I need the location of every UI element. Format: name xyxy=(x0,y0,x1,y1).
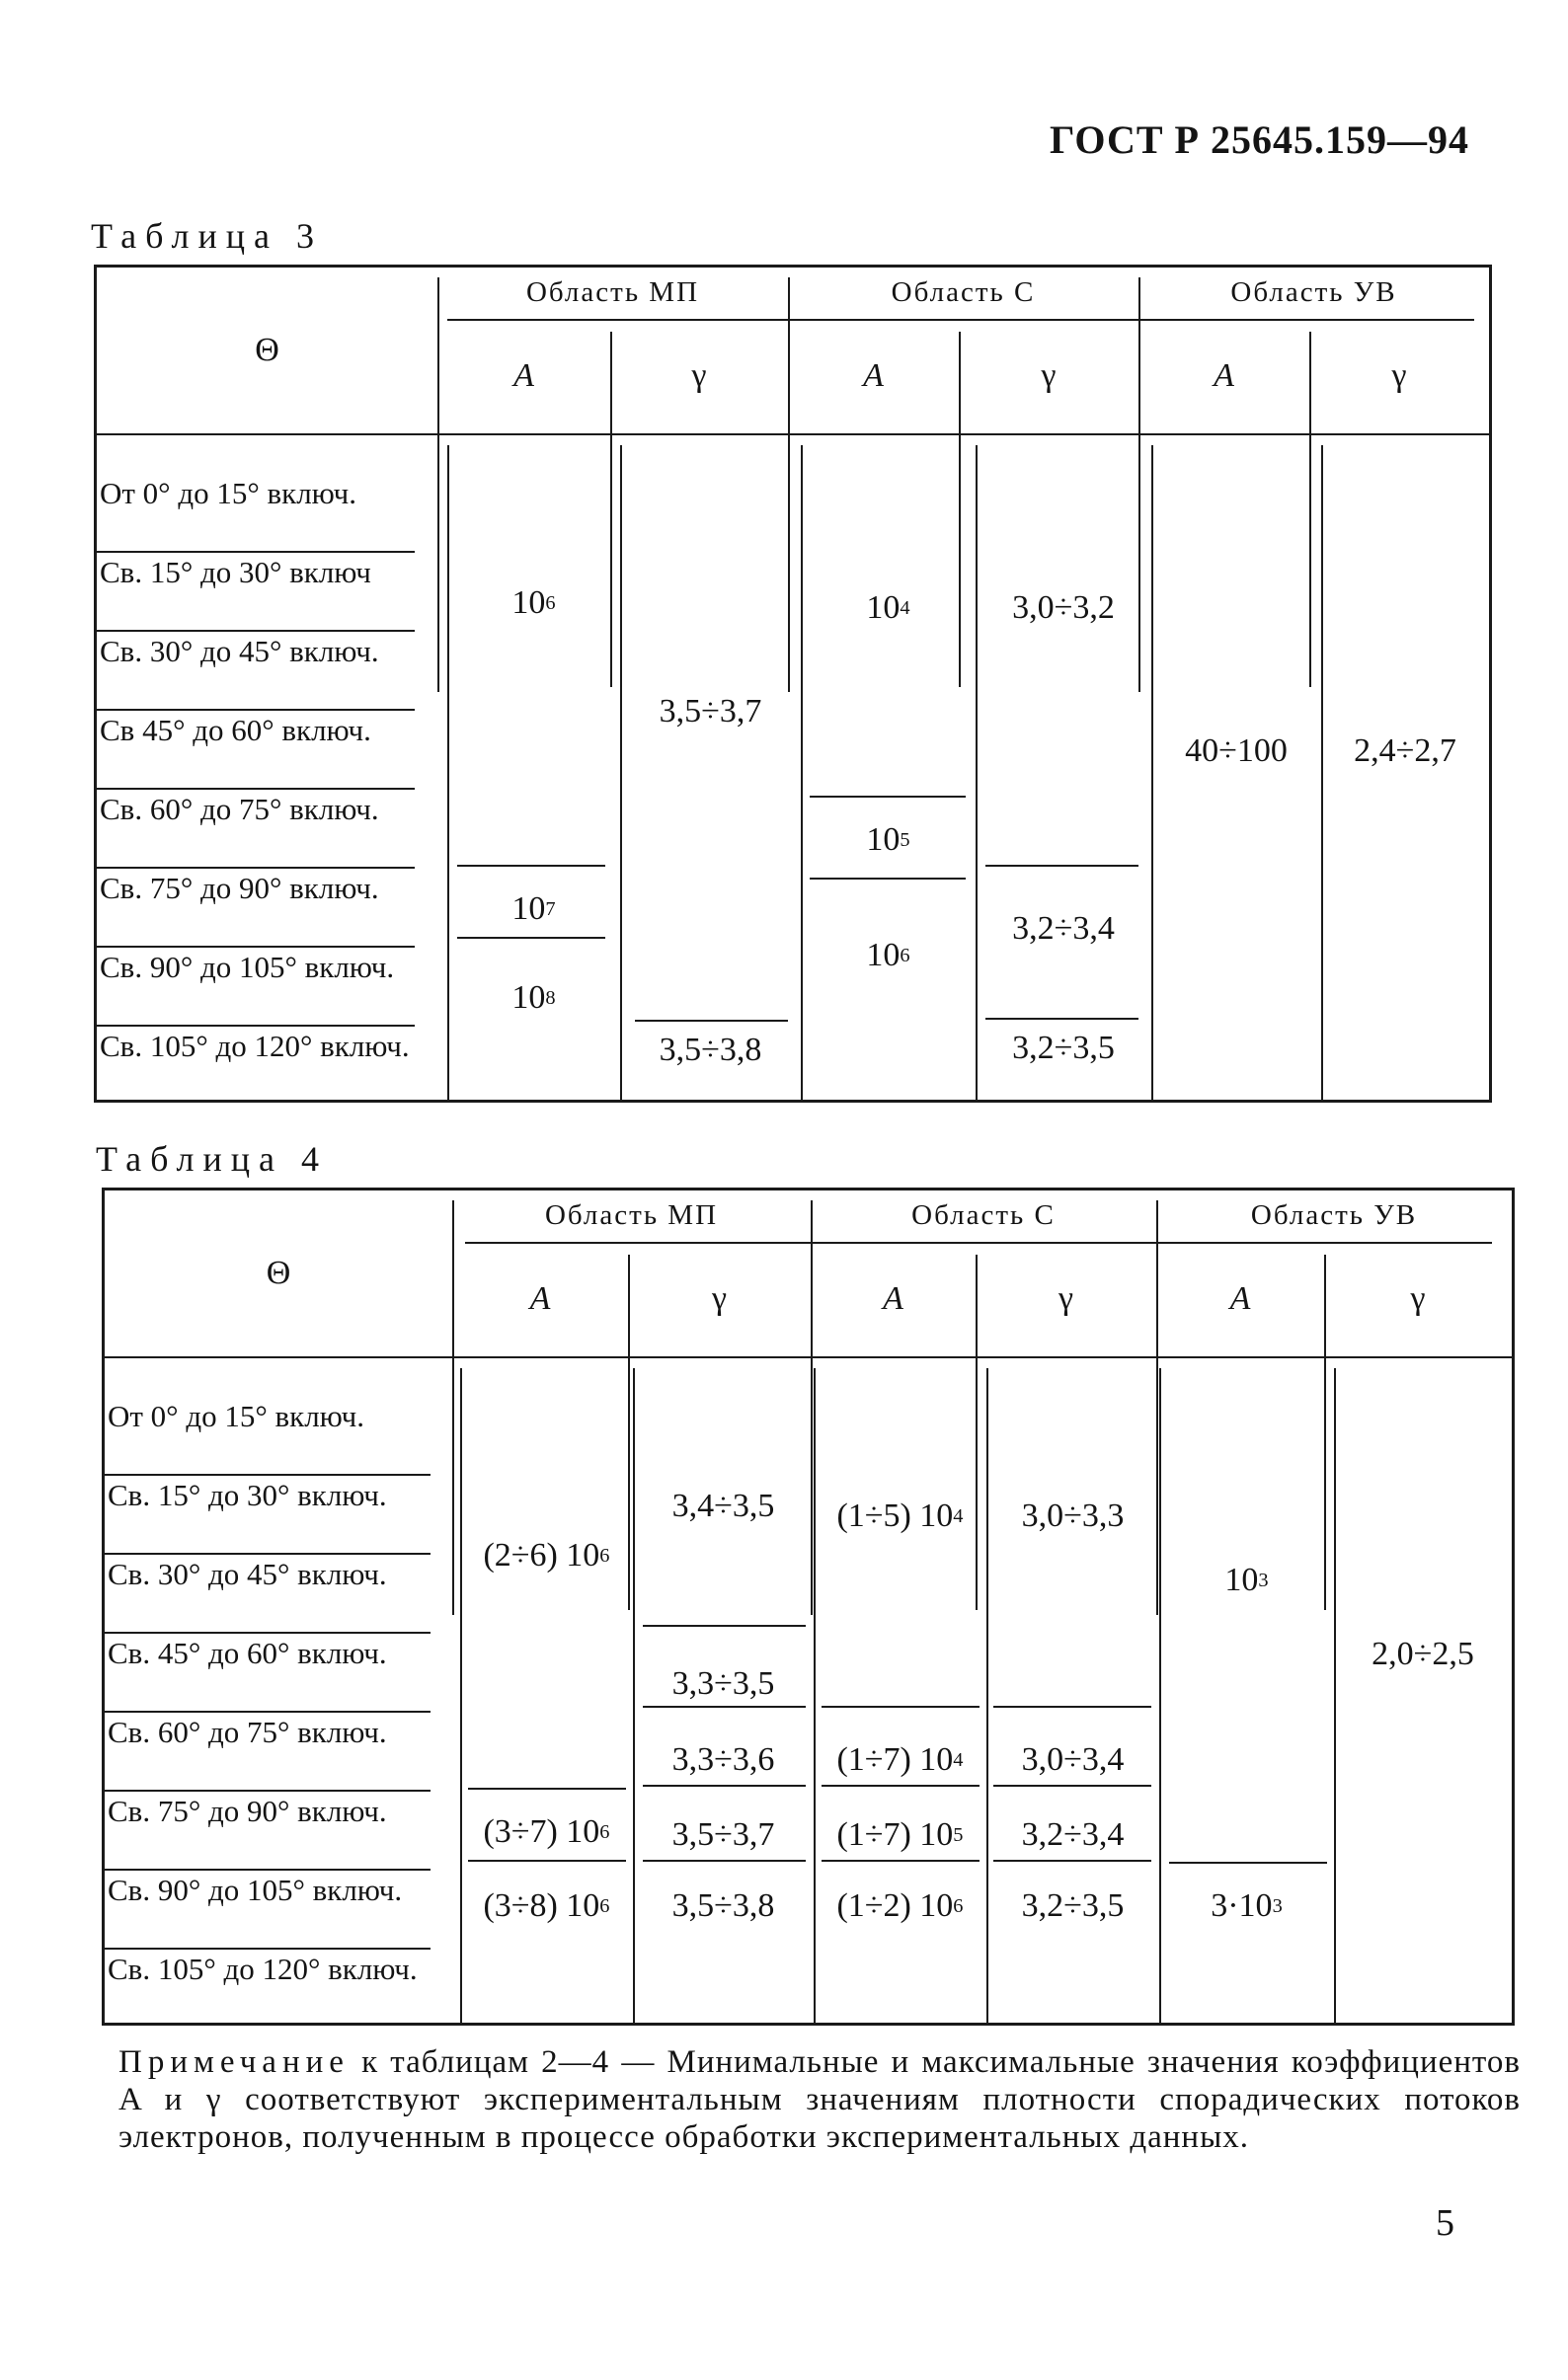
region-mp-header: Область МП xyxy=(544,1199,719,1232)
uv-a-value: 3·10 3 xyxy=(1211,1887,1283,1925)
row-label: Св. 90° до 105° включ. xyxy=(100,950,395,984)
uv-a-header: A xyxy=(1229,1280,1251,1318)
row-label: Св. 90° до 105° включ. xyxy=(108,1873,403,1907)
note-text: к таблицам 2—4 — Минимальные и максимальные значения коэффициентов A и γ соответствуют экспериментальным значениям плотности спорадических потоков электронов, полученным в процессе обработки экспериментальных данных. xyxy=(118,2044,1521,2155)
c-a-value: 10 5 xyxy=(866,821,910,859)
mp-gamma-value: 3,5÷3,7 xyxy=(659,693,762,730)
table-4 xyxy=(102,1188,1515,2026)
region-mp-header: Область МП xyxy=(525,276,700,309)
c-gamma-value: 3,2÷3,5 xyxy=(1021,1887,1125,1925)
c-gamma-header: γ xyxy=(1058,1280,1074,1318)
c-gamma-header: γ xyxy=(1041,357,1057,395)
c-gamma-value: 3,0÷3,2 xyxy=(1012,589,1115,627)
mp-a-value: (3÷7) 10 6 xyxy=(483,1813,610,1851)
mp-a-value: 10 6 xyxy=(511,584,556,622)
uv-gamma-value: 2,4÷2,7 xyxy=(1354,732,1456,770)
mp-gamma-value: 3,3÷3,6 xyxy=(671,1741,775,1779)
row-label: Св. 60° до 75° включ. xyxy=(100,792,379,826)
row-label: Св. 75° до 90° включ. xyxy=(100,871,379,905)
row-label: Св. 60° до 75° включ. xyxy=(108,1715,387,1749)
region-c-header: Область С xyxy=(891,276,1036,309)
c-a-value: (1÷2) 10 6 xyxy=(836,1887,964,1925)
row-label: Св. 105° до 120° включ. xyxy=(108,1952,418,1986)
theta-header: Θ xyxy=(255,332,279,369)
c-gamma-value: 3,0÷3,4 xyxy=(1021,1741,1125,1779)
mp-gamma-value: 3,5÷3,8 xyxy=(671,1887,775,1925)
mp-gamma-value: 3,5÷3,7 xyxy=(671,1816,775,1854)
row-label: Св. 15° до 30° включ xyxy=(100,555,371,589)
mp-a-value: (2÷6) 10 6 xyxy=(483,1537,610,1574)
row-label: Св. 30° до 45° включ. xyxy=(108,1557,387,1591)
mp-a-value: 10 8 xyxy=(511,979,556,1017)
mp-gamma-header: γ xyxy=(711,1280,728,1318)
row-label: Св. 30° до 45° включ. xyxy=(100,634,379,668)
table-3-caption: Таблица 3 xyxy=(91,216,323,256)
uv-a-header: A xyxy=(1214,357,1234,395)
uv-a-value: 10 3 xyxy=(1224,1562,1269,1599)
mp-gamma-header: γ xyxy=(691,357,707,395)
uv-gamma-header: γ xyxy=(1410,1280,1426,1318)
row-label: От 0° до 15° включ. xyxy=(100,476,356,510)
note xyxy=(118,2043,1521,2156)
c-a-value: 10 6 xyxy=(866,937,910,974)
c-gamma-value: 3,2÷3,4 xyxy=(1021,1816,1125,1854)
region-c-header: Область С xyxy=(911,1199,1056,1232)
row-label: Св. 105° до 120° включ. xyxy=(100,1029,410,1063)
mp-a-header: A xyxy=(529,1280,551,1318)
c-a-value: (1÷7) 10 5 xyxy=(836,1816,964,1854)
c-gamma-value: 3,2÷3,4 xyxy=(1012,910,1115,948)
page-number: 5 xyxy=(1436,2202,1454,2244)
c-a-value: 10 4 xyxy=(866,589,910,627)
region-uv-header: Область УВ xyxy=(1250,1199,1418,1232)
c-gamma-value: 3,0÷3,3 xyxy=(1021,1497,1125,1535)
row-label: Св. 45° до 60° включ. xyxy=(108,1636,387,1670)
row-label: Св. 75° до 90° включ. xyxy=(108,1794,387,1828)
c-a-header: A xyxy=(863,357,884,395)
c-a-header: A xyxy=(883,1280,903,1318)
table-3 xyxy=(94,265,1492,1103)
theta-header: Θ xyxy=(266,1255,291,1292)
c-a-value: (1÷5) 10 4 xyxy=(836,1497,964,1535)
document-code: ГОСТ Р 25645.159—94 xyxy=(1049,117,1469,162)
uv-a-value: 40÷100 xyxy=(1185,732,1288,770)
row-label: От 0° до 15° включ. xyxy=(108,1399,364,1433)
mp-gamma-value: 3,3÷3,5 xyxy=(671,1665,775,1703)
uv-gamma-header: γ xyxy=(1391,357,1407,395)
region-uv-header: Область УВ xyxy=(1230,276,1397,309)
row-label: Св. 15° до 30° включ. xyxy=(108,1478,387,1512)
c-gamma-value: 3,2÷3,5 xyxy=(1012,1030,1115,1067)
uv-gamma-value: 2,0÷2,5 xyxy=(1372,1636,1474,1673)
mp-gamma-value: 3,4÷3,5 xyxy=(671,1488,775,1525)
mp-a-value: 10 7 xyxy=(511,890,556,928)
mp-a-header: A xyxy=(513,357,534,395)
row-label: Св 45° до 60° включ. xyxy=(100,713,371,747)
table-4-caption: Таблица 4 xyxy=(96,1139,328,1179)
note-lead: Примечание xyxy=(118,2044,350,2080)
c-a-value: (1÷7) 10 4 xyxy=(836,1741,964,1779)
mp-a-value: (3÷8) 10 6 xyxy=(483,1887,610,1925)
mp-gamma-value: 3,5÷3,8 xyxy=(659,1032,762,1069)
